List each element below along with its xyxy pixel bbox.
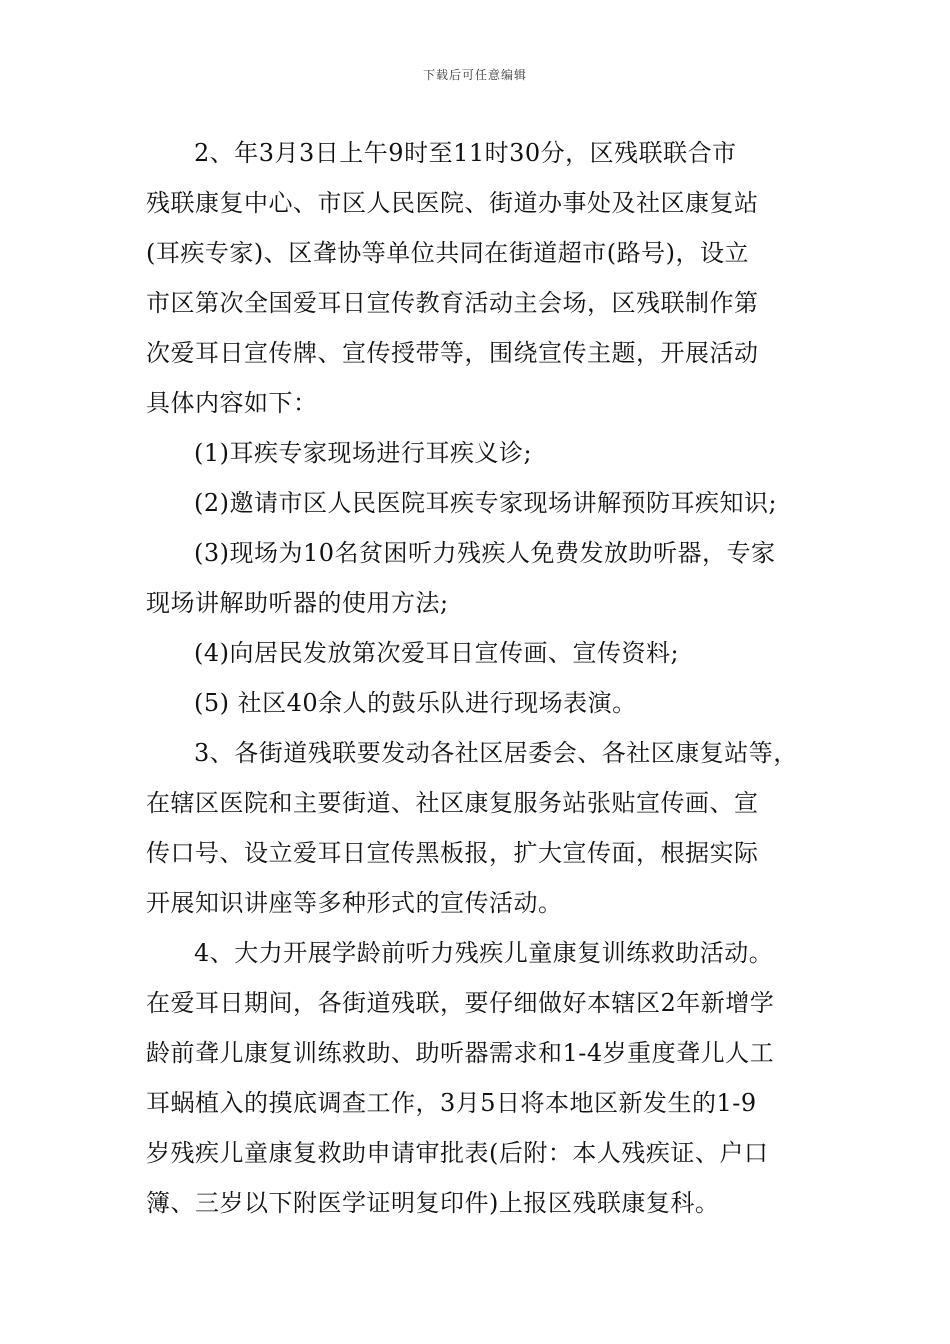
- body-line: 市区第次全国爱耳日宣传教育活动主会场，区残联制作第: [146, 289, 759, 317]
- list-item-4: (4)向居民发放第次爱耳日宣传画、宣传资料;: [194, 639, 680, 667]
- body-line: 具体内容如下：: [146, 389, 318, 417]
- header-note: 下载后可任意编辑: [422, 68, 527, 82]
- body-line: 开展知识讲座等多种形式的宣传活动。: [146, 889, 563, 917]
- body-line: 在爱耳日期间，各街道残联，要仔细做好本辖区2年新增学: [146, 989, 775, 1017]
- body-line: 2、年3月3日上午9时至11时30分，区残联联合市: [194, 139, 737, 167]
- body-line: 3、各街道残联要发动各社区居委会、各社区康复站等，: [194, 739, 798, 767]
- body-line: 耳蜗植入的摸底调查工作，3月5日将本地区新发生的1-9: [146, 1089, 757, 1117]
- document-body: [146, 128, 814, 1228]
- body-line: 传口号、设立爱耳日宣传黑板报，扩大宣传面，根据实际: [146, 839, 759, 867]
- body-line: 残联康复中心、市区人民医院、街道办事处及社区康复站: [146, 189, 759, 217]
- body-line: 岁残疾儿童康复救助申请审批表(后附：本人残疾证、户口: [146, 1139, 769, 1167]
- body-line: 现场讲解助听器的使用方法;: [146, 589, 449, 617]
- body-line: 4、大力开展学龄前听力残疾儿童康复训练救助活动。: [194, 939, 774, 967]
- list-item-3: (3)现场为10名贫困听力残疾人免费发放助听器，专家: [194, 539, 776, 567]
- list-item-5: (5) 社区40余人的鼓乐队进行现场表演。: [194, 689, 637, 717]
- list-item-1: (1)耳疾专家现场进行耳疾义诊;: [194, 439, 533, 467]
- body-line: (耳疾专家)、区聋协等单位共同在街道超市(路号)，设立: [146, 239, 749, 267]
- body-line: 簿、三岁以下附医学证明复印件)上报区残联康复科。: [146, 1189, 720, 1217]
- body-line: 在辖区医院和主要街道、社区康复服务站张贴宣传画、宣: [146, 789, 759, 817]
- body-line: 龄前聋儿康复训练救助、助听器需求和1-4岁重度聋儿人工: [146, 1039, 775, 1067]
- list-item-2: (2)邀请市区人民医院耳疾专家现场讲解预防耳疾知识;: [194, 489, 778, 517]
- body-line: 次爱耳日宣传牌、宣传授带等，围绕宣传主题，开展活动: [146, 339, 759, 367]
